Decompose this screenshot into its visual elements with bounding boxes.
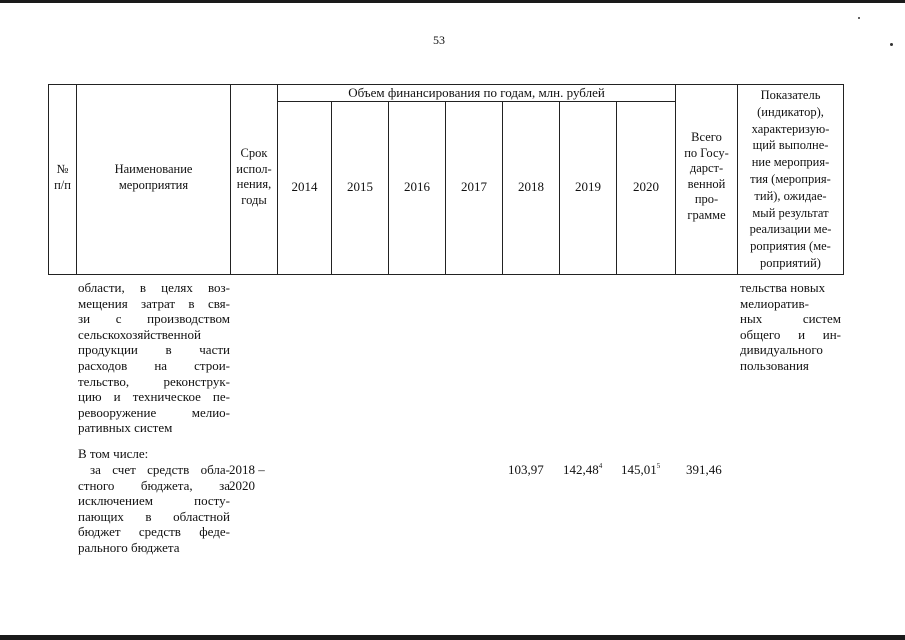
value-2020: 145,01$^5$ (621, 462, 661, 477)
value-total: 391,46 (686, 462, 722, 477)
header-year-2020: 2020 (633, 179, 659, 194)
header-activity-name: Наименование мероприятия (114, 162, 193, 192)
header-year-2015: 2015 (347, 179, 373, 194)
activity-indicator: тельства новых мелиоратив- ных систем общего и ин- дивидуального пользования (740, 280, 841, 373)
scan-edge-top (0, 0, 905, 3)
including-label: В том числе: (78, 446, 149, 461)
sub-activity-name-cont: стного бюджета, за исключением посту- пающих в областной бюджет средств феде- рального бюджета (78, 477, 230, 555)
header-total: Всего по Госу- дарст- венной про- грамме (684, 130, 729, 222)
header-year-2016: 2016 (404, 179, 430, 194)
scan-speck (858, 17, 860, 19)
header-year-2017: 2017 (461, 179, 487, 194)
sub-activity-name: за счет средств обла- (90, 462, 230, 477)
sub-term: 2018 – 2020 (229, 462, 265, 493)
header-year-2019: 2019 (575, 179, 601, 194)
header-financing-title: Объем финансирования по годам, млн. рублей (348, 85, 605, 100)
header-indicator: Показатель (индикатор), характеризую- щий выполне- ние мероприя- тия (мероприя- тий), ожидае- мый результат реализации ме- роприятия (ме- роприятий) (749, 88, 832, 270)
header-year-2014: 2014 (291, 179, 318, 194)
header-term: Срок испол- нения, годы (236, 146, 272, 207)
footnote-4: 4 (598, 462, 603, 470)
header-year-2018: 2018 (518, 179, 544, 194)
scan-edge-bottom (0, 635, 905, 640)
value-2019: 142,48$^4$ (563, 462, 603, 477)
scan-speck (890, 43, 893, 46)
footnote-5: 5 (656, 462, 661, 470)
value-2018: 103,97 (508, 462, 544, 477)
header-number: № п/п (54, 162, 71, 192)
page-number: 53 (433, 33, 445, 47)
activity-name: области, в целях воз- мещения затрат в свя- зи с производством сельскохозяйственной продукции в части расходов на строи- тельство, реконструк- цию и техническое пе- ревооружение мелио- ративных систем (78, 280, 230, 436)
